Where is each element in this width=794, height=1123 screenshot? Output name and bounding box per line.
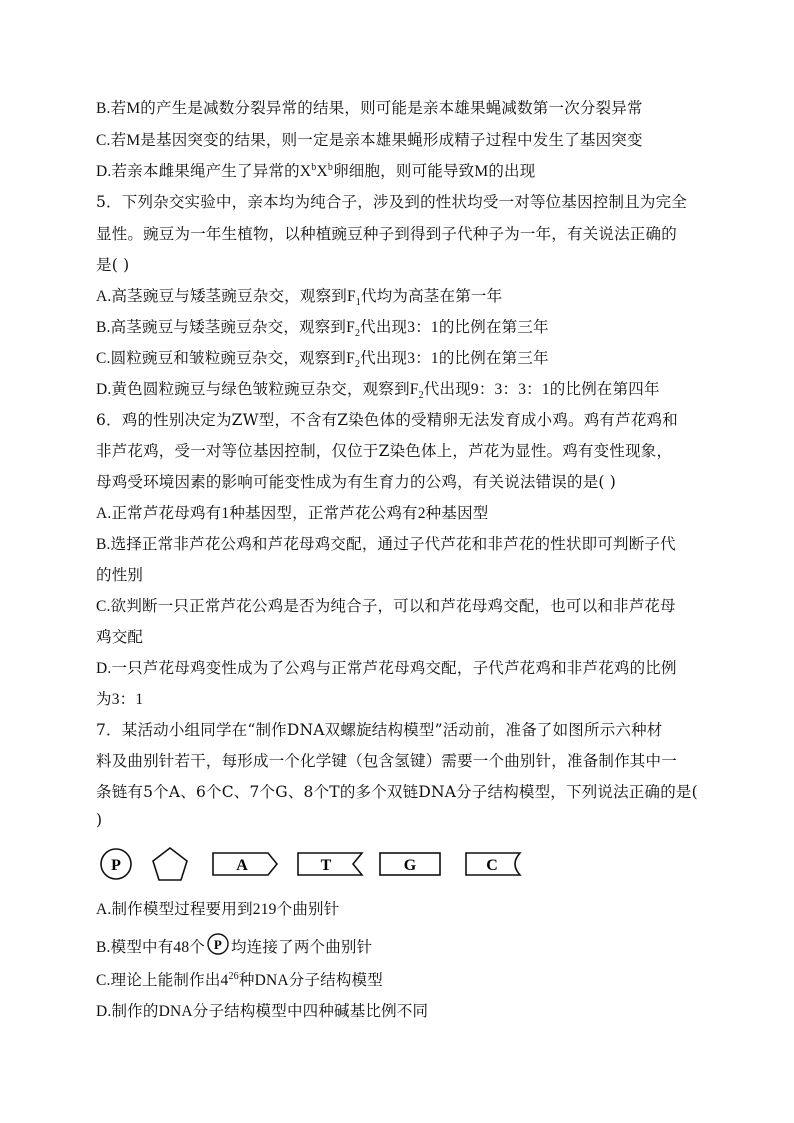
q6-option-c-line-1: C.欲判断一只正常芦花公鸡是否为纯合子，可以和芦花母鸡交配，也可以和非芦花母 xyxy=(96,598,676,615)
svg-text:P: P xyxy=(111,857,121,874)
q5-option-a: A.高茎豌豆与矮茎豌豆杂交，观察到$F_1$代均为高茎在第一年 xyxy=(96,288,503,309)
svg-text:T: T xyxy=(320,857,332,874)
q6-option-b-line-2: 的性别 xyxy=(96,567,144,584)
q6-option-c-line-2: 鸡交配 xyxy=(96,629,144,646)
svg-text:P: P xyxy=(213,937,223,952)
q5-stem-line-2: 显性。豌豆为一年生植物，以种植豌豆种子到得到子代种子为一年，有关说法正确的 xyxy=(96,225,677,243)
dna-materials-figure xyxy=(96,844,536,888)
q6-option-d-line-2: 为3：1 xyxy=(96,691,144,708)
q7-stem-line-3: 条链有5个A、6个C、7个G、8个T的多个双链DNA分子结构模型，下列说法正确的是( xyxy=(96,783,698,801)
q6-stem-line-3: 母鸡受环境因素的影响可能变性成为有生育力的公鸡，有关说法错误的是( ) xyxy=(96,473,617,491)
deoxyribose-pentagon-icon xyxy=(153,848,187,880)
phosphate-inline-icon xyxy=(206,932,230,961)
base-g-shape xyxy=(380,853,440,875)
svg-text:A: A xyxy=(236,857,248,874)
base-a-shape xyxy=(213,853,277,875)
q7-stem-line-4: ) xyxy=(96,811,103,829)
q7-option-c: C.理论上能制作出$4^{26}$种DNA分子结构模型 xyxy=(96,970,383,989)
q4-option-d: D.若亲本雌果绳产生了异常的$X^bX^b$卵细胞，则可能导致M的出现 xyxy=(96,161,536,180)
phosphate-circle-icon xyxy=(101,849,131,879)
q6-option-a: A.正常芦花母鸡有1种基因型，正常芦花公鸡有2种基因型 xyxy=(96,505,489,522)
q7-stem-line-2: 料及曲别针若干，每形成一个化学键（包含氢键）需要一个曲别针，准备制作其中一 xyxy=(96,752,677,770)
svg-text:G: G xyxy=(403,857,417,874)
q7-option-d: D.制作的DNA分子结构模型中四种碱基比例不同 xyxy=(96,1003,429,1020)
q7-option-a: A.制作模型过程要用到219个曲别针 xyxy=(96,901,340,918)
svg-text:C: C xyxy=(486,857,498,874)
q4-option-b: B.若M的产生是减数分裂异常的结果，则可能是亲本雄果蝇减数第一次分裂异常 xyxy=(96,100,643,117)
q6-stem-line-1: 6．鸡的性别决定为ZW型，不含有Z染色体的受精卵无法发育成小鸡。鸡有芦花鸡和 xyxy=(96,411,678,429)
q6-option-b-line-1: B.选择正常非芦花公鸡和芦花母鸡交配，通过子代芦花和非芦花的性状即可判断子代 xyxy=(96,536,676,553)
q5-option-d: D.黄色圆粒豌豆与绿色皱粒豌豆杂交，观察到$F_2$代出现9：3：3：1的比例在第四年 xyxy=(96,381,660,402)
q4-option-c: C.若M是基因突变的结果，则一定是亲本雄果蝇形成精子过程中发生了基因突变 xyxy=(96,132,643,149)
q5-stem-line-1: 5．下列杂交实验中，亲本均为纯合子，涉及到的性状均受一对等位基因控制且为完全 xyxy=(96,193,687,211)
base-t-shape xyxy=(298,853,362,875)
q7-option-b: B.模型中有48个 P 均连接了两个曲别针 xyxy=(96,932,372,961)
base-c-shape xyxy=(466,853,520,875)
q6-option-d-line-1: D.一只芦花母鸡变性成为了公鸡与正常芦花母鸡交配，子代芦花鸡和非芦花鸡的比例 xyxy=(96,660,677,677)
dna-materials-svg xyxy=(96,844,536,888)
q7-stem-line-1: 7．某活动小组同学在“制作DNA双螺旋结构模型”活动前，准备了如图所示六种材 xyxy=(96,721,663,739)
q5-option-c: C.圆粒豌豆和皱粒豌豆杂交，观察到$F_2$代出现3：1的比例在第三年 xyxy=(96,350,549,371)
q5-option-b: B.高茎豌豆与矮茎豌豆杂交，观察到$F_2$代出现3：1的比例在第三年 xyxy=(96,319,549,340)
q6-stem-line-2: 非芦花鸡，受一对等位基因控制，仅位于Z染色体上，芦花为显性。鸡有变性现象， xyxy=(96,442,673,460)
q5-stem-line-3: 是( ) xyxy=(96,256,130,274)
